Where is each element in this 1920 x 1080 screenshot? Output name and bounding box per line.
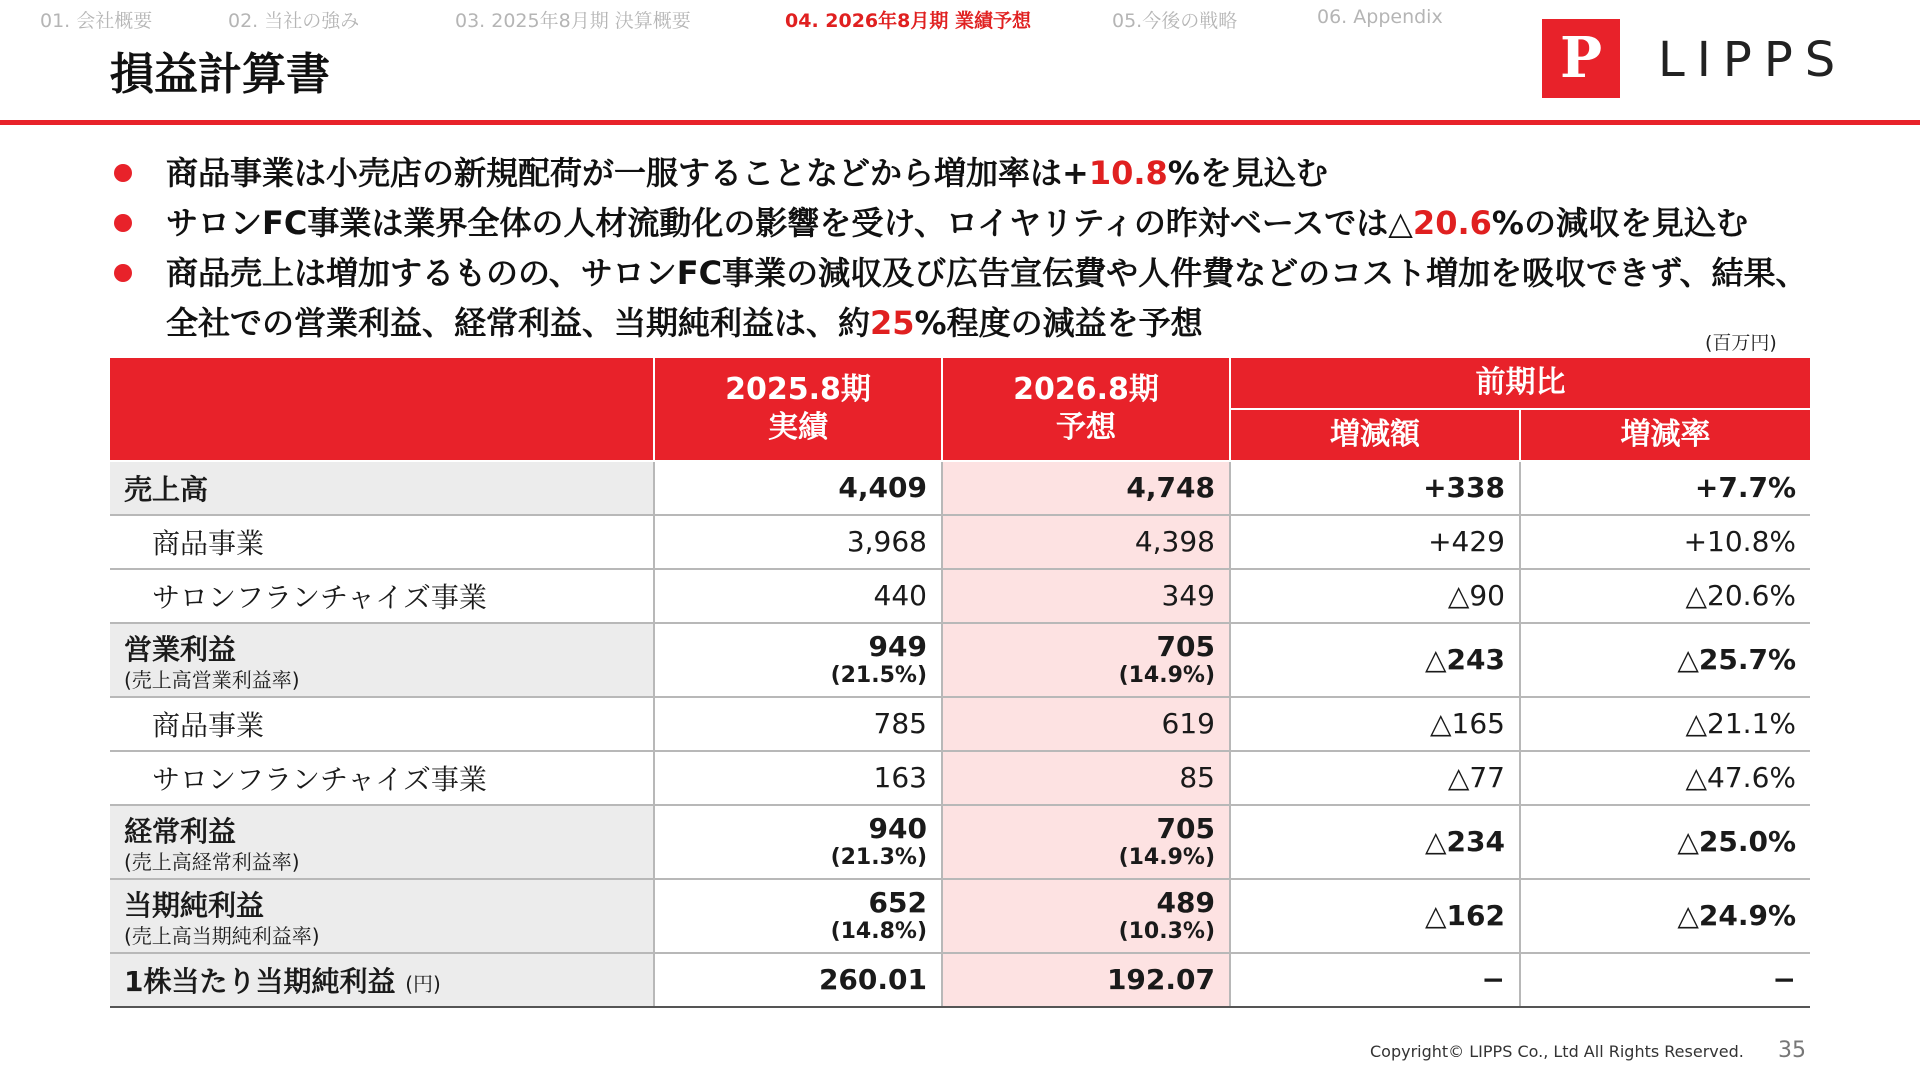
fy2026-cell xyxy=(942,623,1230,697)
bullet-item xyxy=(110,248,1830,348)
section-nav xyxy=(0,6,1500,30)
bullet-item xyxy=(110,148,1830,198)
fy2026-cell-value: 619 xyxy=(1161,707,1215,740)
change-amount-cell-value: +429 xyxy=(1428,525,1505,558)
change-rate-cell xyxy=(1520,515,1810,569)
nav-item-company[interactable]: 01. 会社概要 xyxy=(40,10,153,32)
fy2026-cell-value: 349 xyxy=(1161,579,1215,612)
change-amount-cell-value: △77 xyxy=(1447,761,1505,794)
fy2026-cell-value: 489 xyxy=(1156,886,1215,919)
change-amount-cell-value: − xyxy=(1481,963,1505,996)
fy2026-cell-value: 705 xyxy=(1156,630,1215,663)
fy2026-cell xyxy=(942,879,1230,953)
change-amount-cell-value: △90 xyxy=(1447,579,1505,612)
fy2025-cell-value: 163 xyxy=(873,761,927,794)
change-amount-cell-value: △162 xyxy=(1425,899,1505,932)
bullet-dot-icon xyxy=(114,264,132,282)
header-fy2025-actual: 2025.8期 実績 xyxy=(654,358,942,461)
row-label: 1株当たり当期純利益 xyxy=(124,965,396,998)
fy2025-cell xyxy=(654,515,942,569)
fy2025-cell xyxy=(654,879,942,953)
table-row xyxy=(110,751,1810,805)
fy2026-cell xyxy=(942,515,1230,569)
change-amount-cell-value: △234 xyxy=(1425,825,1505,858)
fy2025-cell xyxy=(654,569,942,623)
row-ratio-note: (売上高営業利益率) xyxy=(124,668,300,692)
change-amount-cell xyxy=(1230,623,1520,697)
change-amount-cell xyxy=(1230,461,1520,515)
fy2025-cell-value: 3,968 xyxy=(846,525,927,558)
change-rate-cell xyxy=(1520,697,1810,751)
bullet-text: %の減収を見込む xyxy=(1491,204,1748,242)
row-ratio-note: (売上高経常利益率) xyxy=(124,850,300,874)
fy2026-cell xyxy=(942,569,1230,623)
logo-wordmark: LIPPS xyxy=(1658,32,1848,88)
change-rate-cell xyxy=(1520,461,1810,515)
table-row xyxy=(110,805,1810,879)
change-rate-cell-value: +10.8% xyxy=(1683,525,1796,558)
row-label-cell xyxy=(110,697,654,751)
nav-item-strengths[interactable]: 02. 当社の強み xyxy=(228,10,360,32)
copyright-notice: Copyright© LIPPS Co., Ltd All Rights Reserved. xyxy=(1370,1042,1744,1061)
row-label: 売上高 xyxy=(124,473,209,506)
fy2026-cell xyxy=(942,805,1230,879)
fy2026-cell-value: 85 xyxy=(1179,761,1215,794)
row-label: サロンフランチャイズ事業 xyxy=(152,581,487,614)
logo-letter: P xyxy=(1559,25,1603,91)
change-amount-cell-value: +338 xyxy=(1423,471,1505,504)
change-amount-cell xyxy=(1230,953,1520,1007)
change-rate-cell-value: +7.7% xyxy=(1694,471,1796,504)
change-rate-cell-value: △21.1% xyxy=(1685,707,1796,740)
row-label-cell xyxy=(110,805,654,879)
fy2025-cell xyxy=(654,751,942,805)
table-row xyxy=(110,879,1810,953)
change-rate-cell-value: △47.6% xyxy=(1685,761,1796,794)
change-rate-cell-value: − xyxy=(1772,963,1796,996)
change-rate-cell-value: △20.6% xyxy=(1685,579,1796,612)
summary-bullets xyxy=(110,148,1830,348)
bullet-highlight: 25 xyxy=(870,304,915,342)
row-label-cell xyxy=(110,879,654,953)
row-label-cell xyxy=(110,751,654,805)
fy2025-cell xyxy=(654,461,942,515)
row-label: 当期純利益 xyxy=(124,889,265,922)
row-label-cell xyxy=(110,953,654,1007)
fy2025-cell xyxy=(654,953,942,1007)
header-divider xyxy=(0,120,1920,125)
change-amount-cell xyxy=(1230,879,1520,953)
header-change-amount: 増減額 xyxy=(1230,409,1520,461)
header-change-rate: 増減率 xyxy=(1520,409,1810,461)
row-unit: (円) xyxy=(405,972,441,996)
bullet-text: %程度の減益を予想 xyxy=(914,304,1203,342)
fy2025-cell-value: 785 xyxy=(873,707,927,740)
fy2025-cell-value: 940 xyxy=(868,812,927,845)
fy2026-cell xyxy=(942,697,1230,751)
table-row xyxy=(110,569,1810,623)
row-label: 営業利益 xyxy=(124,633,237,666)
change-rate-cell xyxy=(1520,805,1810,879)
change-rate-cell xyxy=(1520,751,1810,805)
change-rate-cell xyxy=(1520,623,1810,697)
fy2025-cell-margin: (21.3%) xyxy=(830,845,927,870)
change-amount-cell xyxy=(1230,515,1520,569)
fy2026-cell-value: 192.07 xyxy=(1106,963,1215,996)
fy2025-cell xyxy=(654,697,942,751)
income-statement-table xyxy=(110,358,1810,1008)
row-label-cell xyxy=(110,569,654,623)
fy2026-cell-value: 4,748 xyxy=(1126,471,1215,504)
change-amount-cell-value: △243 xyxy=(1425,643,1505,676)
row-ratio-note: (売上高当期純利益率) xyxy=(124,924,320,948)
change-rate-cell xyxy=(1520,953,1810,1007)
header-yoy-comparison: 前期比 xyxy=(1230,358,1810,409)
change-rate-cell xyxy=(1520,879,1810,953)
bullet-text: 商品事業は小売店の新規配荷が一服することなどから増加率は+ xyxy=(166,154,1089,192)
bullet-text: %を見込む xyxy=(1167,154,1328,192)
change-amount-cell xyxy=(1230,569,1520,623)
bullet-highlight: 10.8 xyxy=(1088,154,1168,192)
nav-item-2026-forecast[interactable]: 04. 2026年8月期 業績予想 xyxy=(785,10,1031,32)
fy2026-cell-value: 705 xyxy=(1156,812,1215,845)
change-rate-cell-value: △24.9% xyxy=(1677,899,1796,932)
table-row xyxy=(110,623,1810,697)
nav-item-appendix[interactable]: 06. Appendix xyxy=(1317,6,1443,28)
bullet-text: 商品売上は増加するものの、サロンFC事業の減収及び広告宣伝費や人件費などのコスト増加を吸収できず、結果、全社での営業利益、経常利益、当期純利益は、約 xyxy=(166,254,1808,342)
fy2025-cell-value: 4,409 xyxy=(838,471,927,504)
bullet-item xyxy=(110,198,1830,248)
page-title: 損益計算書 xyxy=(110,49,330,100)
bullet-dot-icon xyxy=(114,164,132,182)
bullet-dot-icon xyxy=(114,214,132,232)
row-label: 商品事業 xyxy=(152,527,265,560)
bullet-text: サロンFC事業は業界全体の人材流動化の影響を受け、ロイヤリティの昨対ベースでは△ xyxy=(166,204,1413,242)
lipps-logo-mark xyxy=(1542,19,1620,98)
table-row xyxy=(110,697,1810,751)
change-amount-cell xyxy=(1230,697,1520,751)
change-rate-cell xyxy=(1520,569,1810,623)
row-label: 商品事業 xyxy=(152,709,265,742)
row-label-cell xyxy=(110,461,654,515)
fy2025-cell-margin: (14.8%) xyxy=(830,919,927,944)
table-row xyxy=(110,461,1810,515)
fy2026-cell xyxy=(942,953,1230,1007)
change-rate-cell-value: △25.0% xyxy=(1677,825,1796,858)
row-label-cell xyxy=(110,623,654,697)
fy2025-cell xyxy=(654,623,942,697)
row-label: 経常利益 xyxy=(124,815,237,848)
fy2025-cell-value: 949 xyxy=(868,630,927,663)
row-label: サロンフランチャイズ事業 xyxy=(152,763,487,796)
fy2026-cell xyxy=(942,461,1230,515)
bullet-highlight: 20.6 xyxy=(1412,204,1492,242)
fy2026-cell-margin: (14.9%) xyxy=(1118,663,1215,688)
fy2026-cell-margin: (14.9%) xyxy=(1118,845,1215,870)
fy2025-cell-value: 260.01 xyxy=(818,963,927,996)
change-amount-cell xyxy=(1230,805,1520,879)
change-amount-cell xyxy=(1230,751,1520,805)
fy2025-cell-margin: (21.5%) xyxy=(830,663,927,688)
table-row xyxy=(110,515,1810,569)
row-label-cell xyxy=(110,515,654,569)
page-number: 35 xyxy=(1778,1038,1806,1063)
header-blank xyxy=(110,358,654,461)
fy2025-cell xyxy=(654,805,942,879)
nav-item-strategy[interactable]: 05.今後の戦略 xyxy=(1112,10,1238,32)
change-rate-cell-value: △25.7% xyxy=(1677,643,1796,676)
fy2025-cell-value: 440 xyxy=(873,579,927,612)
nav-item-2025-results[interactable]: 03. 2025年8月期 決算概要 xyxy=(455,10,691,32)
fy2025-cell-value: 652 xyxy=(868,886,927,919)
header-fy2026-forecast: 2026.8期 予想 xyxy=(942,358,1230,461)
table-row xyxy=(110,953,1810,1007)
unit-label: (百万円) xyxy=(1705,332,1777,354)
fy2026-cell-value: 4,398 xyxy=(1134,525,1215,558)
change-amount-cell-value: △165 xyxy=(1430,707,1505,740)
fy2026-cell xyxy=(942,751,1230,805)
fy2026-cell-margin: (10.3%) xyxy=(1118,919,1215,944)
